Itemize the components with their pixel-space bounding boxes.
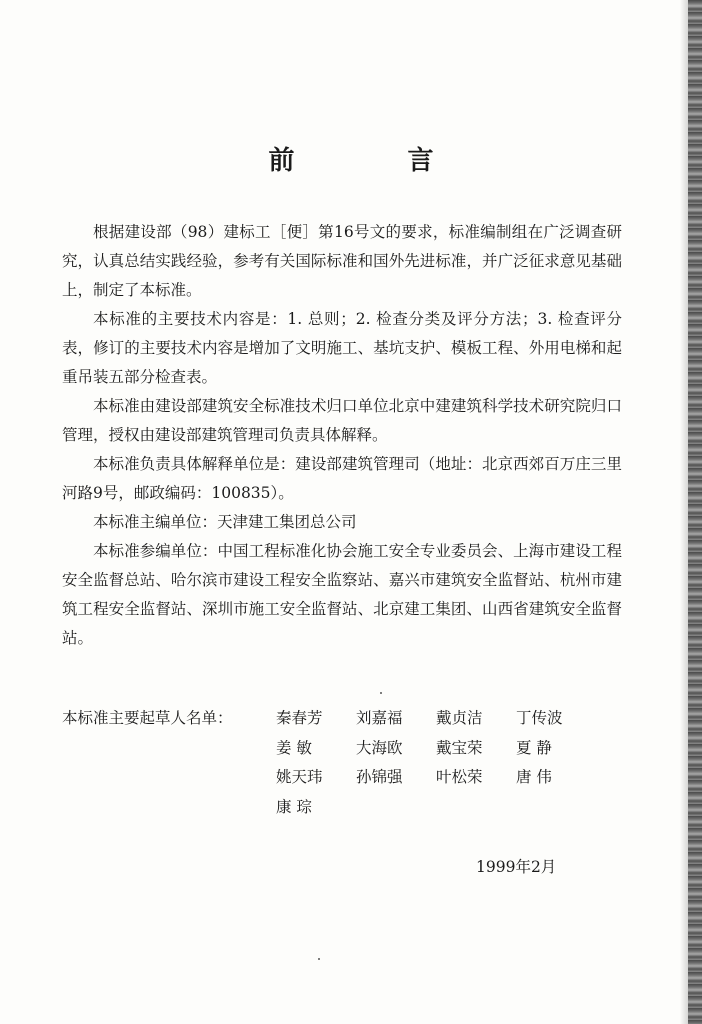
paragraph-content: 本标准的主要技术内容是：1. 总则；2. 检查分类及评分方法；3. 检查评分表，修订的主要技术内容是增加了文明施工、基坑支护、模板工程、外用电梯和起重吊装五部分检查表。 <box>62 310 622 386</box>
preface-body <box>62 218 622 653</box>
drafter-name: 孙锦强 <box>356 768 403 786</box>
document-date: 1999年2月 <box>476 858 557 876</box>
drafter-name: 秦春芳 <box>276 709 323 727</box>
paragraph-basis: 根据建设部（98）建标工［便］第16号文的要求，标准编制组在广泛调查研究，认真总结实践经验，参考有关国际标准和国外先进标准，并广泛征求意见基础上，制定了本标准。 <box>62 223 622 299</box>
drafter-name: 戴贞洁 <box>436 709 483 727</box>
drafter-name: 叶松荣 <box>436 768 483 786</box>
drafter-name: 姜 敏 <box>276 738 312 757</box>
page-title: 前 言 <box>268 146 486 176</box>
drafter-name: 大海欧 <box>356 738 403 757</box>
paragraph-management: 本标准由建设部建筑安全标准技术归口单位北京中建建筑科学技术研究院归口管理，授权由建设部建筑管理司负责具体解释。 <box>62 397 622 444</box>
drafter-name: 姚天玮 <box>276 768 323 786</box>
drafters-row <box>276 763 596 793</box>
drafters-label: 本标准主要起草人名单： <box>62 709 233 727</box>
drafter-name: 丁传波 <box>516 709 563 727</box>
drafter-name: 戴宝荣 <box>436 738 483 757</box>
drafter-name: 夏 静 <box>516 738 552 757</box>
drafters-section <box>62 704 622 822</box>
paragraph-participants: 本标准参编单位：中国工程标准化协会施工安全专业委员会、上海市建设工程安全监督总站、哈尔滨市建设工程安全监察站、嘉兴市建筑安全监督站、杭州市建筑工程安全监督站、深圳市施工安全监督站、北京建工集团、山西省建筑安全监督站。 <box>62 542 622 647</box>
paragraph-chief-editor: 本标准主编单位：天津建工集团总公司 <box>93 513 357 531</box>
drafters-name-grid <box>276 704 596 822</box>
drafter-name: 刘嘉福 <box>356 709 403 727</box>
drafters-row <box>276 734 596 764</box>
drafters-row <box>276 704 596 734</box>
drafters-row <box>276 793 596 823</box>
drafter-name: 康 琮 <box>276 797 312 816</box>
scan-speck <box>318 958 320 960</box>
paragraph-interpretation: 本标准负责具体解释单位是：建设部建筑管理司（地址：北京西郊百万庄三里河路9号，邮政编码：100835）。 <box>62 455 622 502</box>
scan-speck <box>380 692 382 694</box>
drafter-name: 唐 伟 <box>516 768 552 786</box>
